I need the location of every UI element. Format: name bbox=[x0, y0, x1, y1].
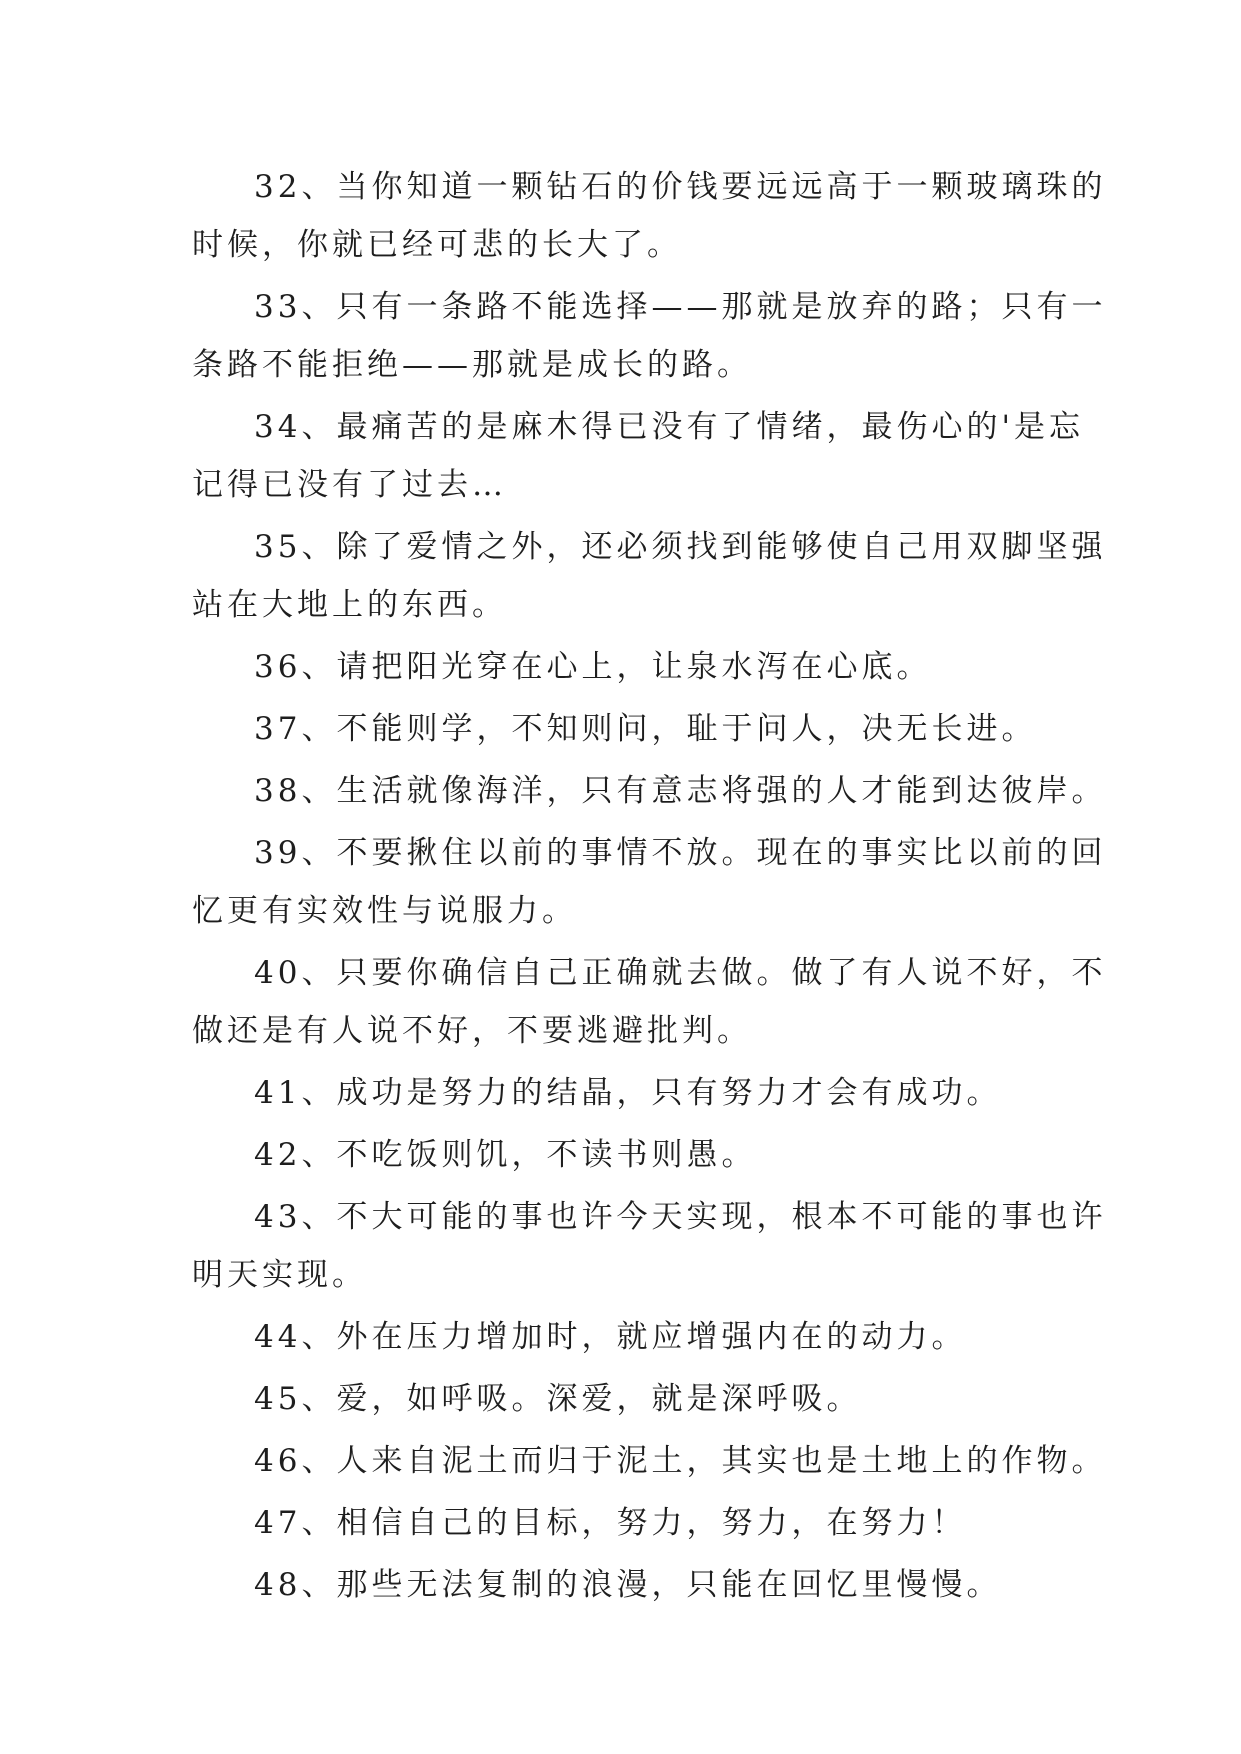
paragraph-39 bbox=[192, 824, 1107, 940]
paragraph-line: 46、人来自泥土而归于泥土，其实也是土地上的作物。 bbox=[254, 1443, 1107, 1479]
paragraph-line: 32、当你知道一颗钻石的价钱要远远高于一颗玻璃珠的 bbox=[254, 169, 1107, 205]
paragraph-line: 45、爱，如呼吸。深爱，就是深呼吸。 bbox=[254, 1381, 862, 1417]
paragraph-36 bbox=[192, 638, 1072, 696]
document-body bbox=[192, 158, 1107, 1618]
paragraph-35 bbox=[192, 518, 1107, 634]
paragraph-42 bbox=[192, 1126, 1072, 1184]
paragraph-line: 37、不能则学，不知则问，耻于问人，决无长进。 bbox=[254, 711, 1037, 747]
paragraph-line: 站在大地上的东西。 bbox=[192, 587, 507, 623]
paragraph-line: 38、生活就像海洋，只有意志将强的人才能到达彼岸。 bbox=[254, 773, 1107, 809]
paragraph-44 bbox=[192, 1308, 1072, 1366]
paragraph-34 bbox=[192, 398, 1084, 514]
paragraph-line: 36、请把阳光穿在心上，让泉水泻在心底。 bbox=[254, 649, 932, 685]
paragraph-line: 42、不吃饭则饥，不读书则愚。 bbox=[254, 1137, 757, 1173]
paragraph-41 bbox=[192, 1064, 1072, 1122]
paragraph-line: 43、不大可能的事也许今天实现，根本不可能的事也许 bbox=[254, 1199, 1107, 1235]
paragraph-46 bbox=[192, 1432, 1107, 1490]
paragraph-33 bbox=[192, 278, 1107, 394]
paragraph-line: 41、成功是努力的结晶，只有努力才会有成功。 bbox=[254, 1075, 1002, 1111]
paragraph-line: 40、只要你确信自己正确就去做。做了有人说不好，不 bbox=[254, 955, 1107, 991]
paragraph-line: 条路不能拒绝——那就是成长的路。 bbox=[192, 347, 752, 383]
paragraph-37 bbox=[192, 700, 1072, 758]
paragraph-line: 明天实现。 bbox=[192, 1257, 367, 1293]
paragraph-43 bbox=[192, 1188, 1107, 1304]
paragraph-line: 33、只有一条路不能选择——那就是放弃的路；只有一 bbox=[254, 289, 1107, 325]
paragraph-48 bbox=[192, 1556, 1072, 1614]
paragraph-line: 忆更有实效性与说服力。 bbox=[192, 893, 577, 929]
paragraph-line: 34、最痛苦的是麻木得已没有了情绪，最伤心的'是忘 bbox=[254, 409, 1084, 445]
paragraph-line: 39、不要揪住以前的事情不放。现在的事实比以前的回 bbox=[254, 835, 1107, 871]
paragraph-line: 47、相信自己的目标，努力，努力，在努力！ bbox=[254, 1505, 967, 1541]
paragraph-45 bbox=[192, 1370, 1072, 1428]
paragraph-line: 时候，你就已经可悲的长大了。 bbox=[192, 227, 682, 263]
paragraph-32 bbox=[192, 158, 1107, 274]
paragraph-38 bbox=[192, 762, 1107, 820]
paragraph-line: 做还是有人说不好，不要逃避批判。 bbox=[192, 1013, 752, 1049]
paragraph-line: 44、外在压力增加时，就应增强内在的动力。 bbox=[254, 1319, 967, 1355]
paragraph-line: 记得已没有了过去… bbox=[192, 467, 507, 503]
paragraph-40 bbox=[192, 944, 1107, 1060]
paragraph-line: 35、除了爱情之外，还必须找到能够使自己用双脚坚强 bbox=[254, 529, 1107, 565]
paragraph-47 bbox=[192, 1494, 1072, 1552]
paragraph-line: 48、那些无法复制的浪漫，只能在回忆里慢慢。 bbox=[254, 1567, 1002, 1603]
